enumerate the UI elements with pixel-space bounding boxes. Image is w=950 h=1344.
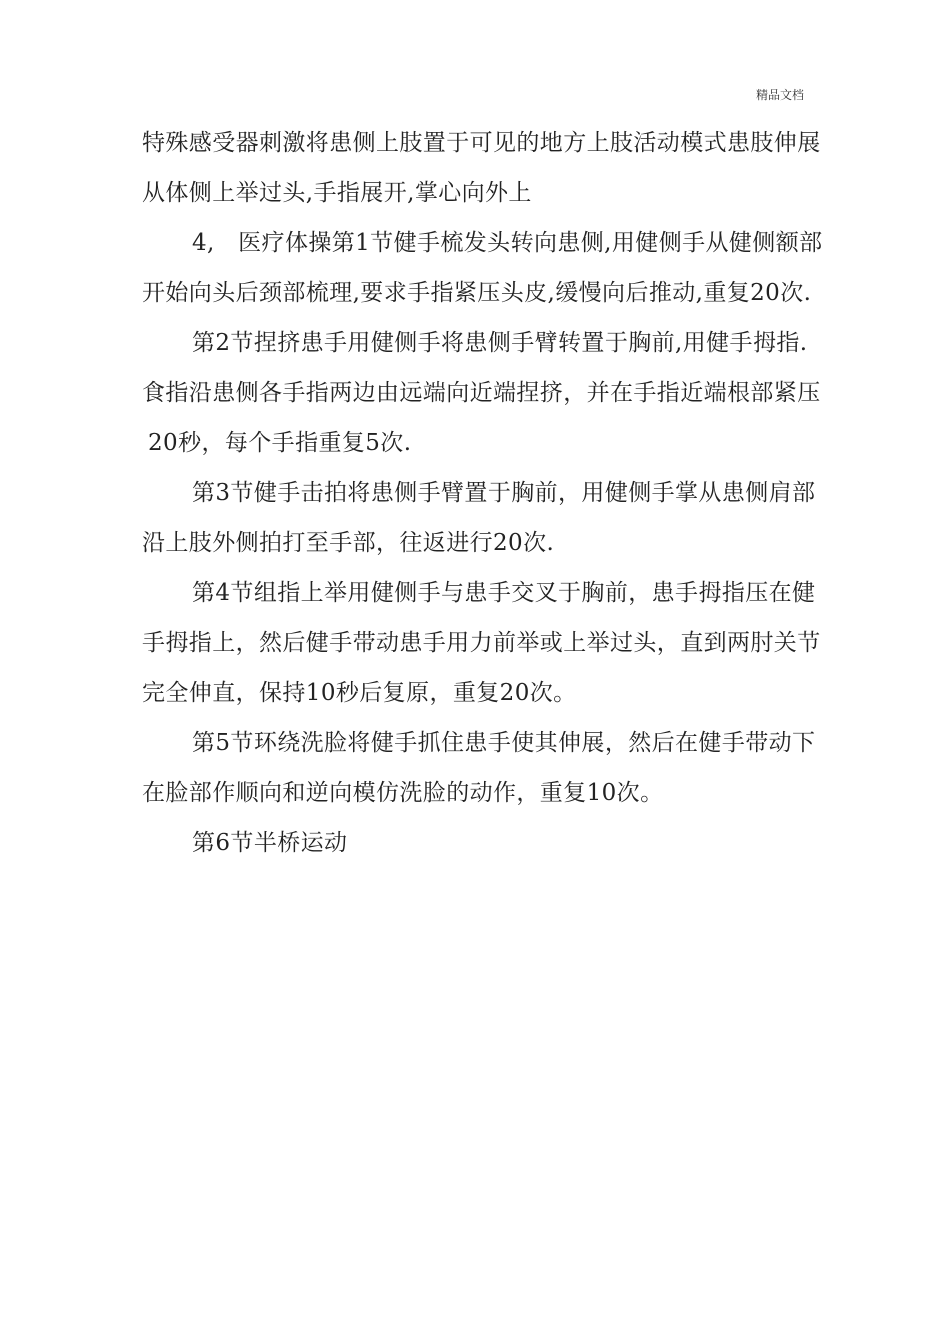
paragraph-4: 20秒，每个手指重复5次.	[148, 430, 412, 456]
paragraph-8: 第6节半桥运动	[192, 830, 348, 856]
document-body	[142, 118, 832, 868]
paragraph-7: 第5节环绕洗脸将健手抓住患手使其伸展，然后在健手带动下在脸部作顺向和逆向模仿洗脸的动作，重复10次。	[142, 730, 816, 806]
paragraph-1: 特殊感受器刺激将患侧上肢置于可见的地方上肢活动模式患肢伸展从体侧上举过头,手指展开,掌心向外上	[142, 130, 821, 206]
paragraph-3: 第2节捏挤患手用健侧手将患侧手臂转置于胸前,用健手拇指. 食指沿患侧各手指两边由远端向近端捏挤，并在手指近端根部紧压	[142, 330, 821, 406]
paragraph-5: 第3节健手击拍将患侧手臂置于胸前，用健侧手掌从患侧肩部沿上肢外侧拍打至手部，往返进行20次.	[142, 480, 816, 556]
paragraph-6: 第4节组指上举用健侧手与患手交叉于胸前，患手拇指压在健手拇指上，然后健手带动患手用力前举或上举过头，直到两肘关节完全伸直，保持10秒后复原，重复20次。	[142, 580, 821, 706]
page-header-label: 精品文档	[755, 88, 804, 102]
paragraph-2: 4, 医疗体操第1节健手梳发头转向患侧,用健侧手从健侧额部开始向头后颈部梳理,要求手指紧压头皮,缓慢向后推动,重复20次.	[142, 230, 823, 306]
